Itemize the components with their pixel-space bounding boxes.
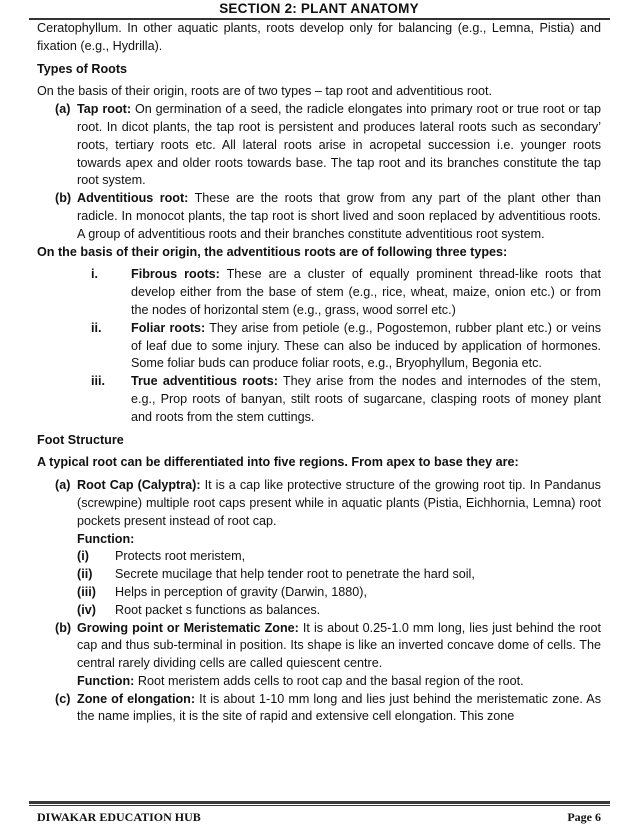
item-key: ii. xyxy=(91,320,102,335)
page-footer xyxy=(37,806,601,826)
item-key: i. xyxy=(91,267,98,282)
region-title: Zone of elongation: xyxy=(77,691,196,706)
item-title: True adventitious roots: xyxy=(131,374,278,389)
region-text: It is a cap like protective structure of the growing root tip. In Pandanus (screwpine) multiple root caps present while in aquatic plants (Pistia, Eichhornia, Lemna) root pockets present instead of root cap. xyxy=(77,478,601,528)
foot-structure-heading: Foot Structure xyxy=(37,432,124,447)
type-title: Adventitious root: xyxy=(77,191,189,206)
footer-publisher: DIWAKAR EDUCATION HUB xyxy=(37,810,201,824)
type-tap-root xyxy=(55,101,601,190)
adventitious-item-fibrous xyxy=(91,266,601,319)
types-heading: Types of Roots xyxy=(37,61,128,76)
type-title: Tap root: xyxy=(77,102,132,117)
function-item: (ii) Secrete mucilage that help tender root to penetrate the hard soil, xyxy=(77,567,475,582)
item-title: Fibrous roots: xyxy=(131,267,220,282)
function-label: Function: xyxy=(77,531,135,546)
adventitious-heading: On the basis of their origin, the adventitious roots are of following three types: xyxy=(37,244,508,259)
types-intro: On the basis of their origin, roots are of two types – tap root and adventitious root. xyxy=(37,84,493,99)
function-item: (iv) Root packet s functions as balances. xyxy=(77,602,321,617)
regions-heading: A typical root can be differentiated into five regions. From apex to base they are: xyxy=(37,455,519,470)
region-text: It is about 0.25-1.0 mm long, lies just behind the root cap and thus sub-terminal in position. Its shape is like an inverted concave dome of cells. The central rarely dividing cells are called quiescent centre. xyxy=(77,620,602,671)
region-text: It is about 1-10 mm long and lies just behind the meristematic zone. As the name implies, it is the site of rapid and extensive cell elongation. This zone xyxy=(77,691,602,724)
type-key: (a) xyxy=(55,102,71,117)
item-key: iii. xyxy=(91,374,105,389)
region-title: Root Cap (Calyptra): xyxy=(77,478,201,493)
type-text: These are the roots that grow from any part of the plant other than radicle. In monocot plants, the tap root is short lived and soon replaced by adventitious roots. A group of adventitious roots and their branches constitute adventitious root system. xyxy=(77,191,601,241)
region-root-cap xyxy=(55,477,601,619)
region-key: (c) xyxy=(55,691,71,706)
region-key: (a) xyxy=(55,478,71,493)
function-line: Function: Root meristem adds cells to root cap and the basal region of the root. xyxy=(77,673,524,688)
function-item: (i) Protects root meristem, xyxy=(77,549,246,564)
footer-rule-thick xyxy=(29,801,610,804)
type-key: (b) xyxy=(55,191,72,206)
page-header: SECTION 2: PLANT ANATOMY xyxy=(219,1,419,16)
region-meristematic-zone xyxy=(55,620,601,691)
item-text: They arise from petiole (e.g., Pogostemon, rubber plant etc.) or veins of leaf due to some injury. These can also be induced by application of hormones. Some foliar buds can produce foliar roots, e.g., Bryophyllum, Begonia etc. xyxy=(131,320,601,371)
region-key: (b) xyxy=(55,620,72,635)
intro-paragraph: Ceratophyllum. In other aquatic plants, roots develop only for balancing (e.g., Lemna, Pistia) and fixation (e.g., Hydrilla). xyxy=(37,21,601,53)
function-item: (iii) Helps in perception of gravity (Darwin, 1880), xyxy=(77,584,367,599)
region-title: Growing point or Meristematic Zone: xyxy=(77,620,299,635)
adventitious-item-true xyxy=(91,373,601,426)
adventitious-item-foliar xyxy=(91,320,601,373)
page-content xyxy=(37,20,601,726)
type-adventitious-root xyxy=(55,190,601,243)
region-elongation-zone xyxy=(55,691,601,727)
item-title: Foliar roots: xyxy=(131,320,206,335)
footer-page-number: Page 6 xyxy=(567,810,601,824)
item-text: These are a cluster of equally prominent thread-like roots that develop either from the base of stem (e.g., rice, wheat, maize, onion etc.) or from the nodes of horizontal stem (e.g., grass, wood sorrel etc.) xyxy=(131,267,601,317)
type-text: On germination of a seed, the radicle elongates into primary root or true root or tap root. In dicot plants, the tap root is persistent and produces lateral roots such as secondary’ roots, tertiary roots etc. All lateral roots arise in acropetal succession i.e. younger roots towards apex and older roots towards base. The tap root and its branches constitute the tap root system. xyxy=(77,102,601,188)
item-text: They arise from the nodes and internodes of the stem, e.g., Prop roots of banyan, stilt roots of sugarcane, clasping roots of money plant and roots from the stem cuttings. xyxy=(131,374,601,424)
